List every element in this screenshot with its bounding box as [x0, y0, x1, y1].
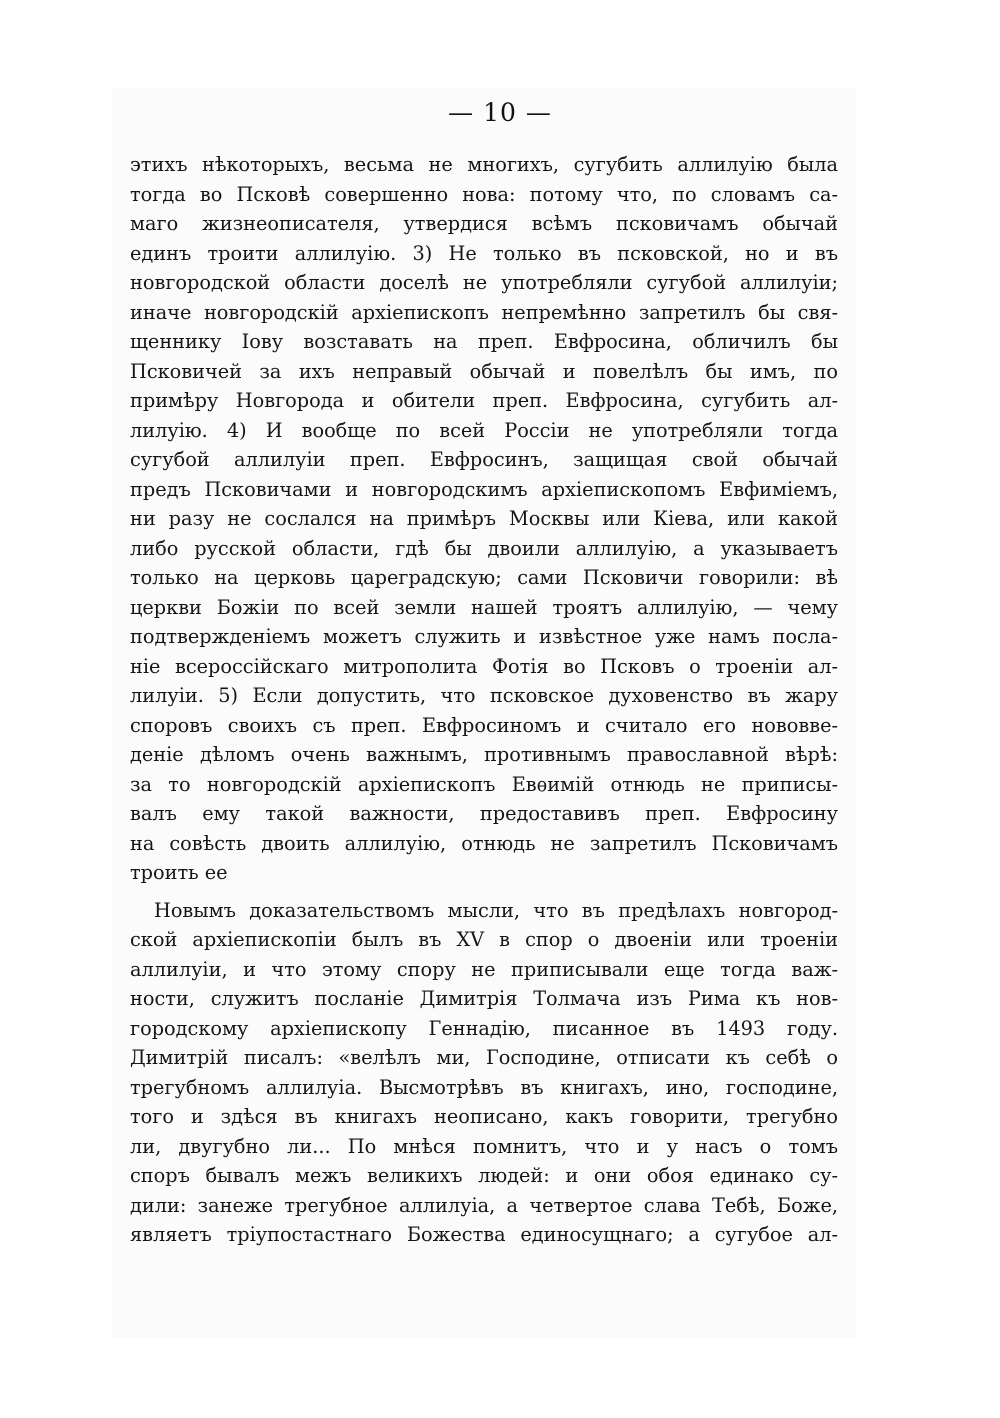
body-text [130, 150, 838, 1250]
text-line: примѣру Новгорода и обители преп. Евфросина, сугубить ал- [130, 389, 838, 412]
text-line: иначе новгородскій архіепископъ непремѣнно запретилъ бы свя- [130, 300, 838, 324]
text-line: споровъ своихъ съ преп. Евфросиномъ и считало его нововве- [130, 713, 838, 737]
text-line: Псковичей за ихъ неправый обычай и повелѣлъ бы имъ, по [130, 359, 838, 383]
text-line: ности, служитъ посланіе Димитрія Толмача изъ Рима къ нов- [130, 987, 838, 1010]
text-line: щеннику Іову возставать на преп. Евфросина, обличилъ бы [130, 330, 838, 353]
text-line: только на церковь цареградскую; сами Псковичи говорили: вѣ [130, 566, 838, 589]
text-line: ли, двугубно ли... По мнѣся помнитъ, что и у насъ о томъ [130, 1134, 838, 1158]
paragraph-end-line: троить ее [130, 861, 228, 884]
paragraph-start-line: Новымъ доказательствомъ мысли, что въ предѣлахъ новгород- [154, 898, 838, 922]
text-line: на совѣсть двоить аллилуію, отнюдь не запретилъ Псковичамъ [130, 831, 838, 855]
text-line: ніе всероссійскаго митрополита Фотія во Псковъ о троеніи ал- [130, 654, 838, 678]
text-line: споръ бывалъ межъ великихъ людей: и они обоя единако су- [130, 1164, 838, 1187]
text-line: тогда во Псковѣ совершенно нова: потому что, по словамъ са- [130, 182, 838, 206]
text-line: единъ троити аллилуію. 3) Не только въ псковской, но и въ [130, 241, 838, 265]
text-line: этихъ нѣкоторыхъ, весьма не многихъ, сугубить аллилуію была [130, 153, 838, 176]
text-line: валъ ему такой важности, предоставивъ преп. Евфросину [130, 802, 838, 825]
text-line: того и здѣся въ книгахъ неописано, какъ говорити, трегубно [130, 1105, 838, 1128]
page-number: — 10 — [448, 98, 552, 127]
text-line: сугубой аллилуіи преп. Евфросинъ, защищая свой обычай [130, 448, 838, 471]
text-line: ни разу не сослался на примѣръ Москвы или Кіева, или какой [130, 507, 838, 530]
text-line: деніе дѣломъ очень важнымъ, противнымъ православной вѣрѣ: [130, 743, 838, 766]
text-line: трегубномъ аллилуіа. Высмотрѣвъ въ книгахъ, ино, господине, [130, 1075, 838, 1099]
text-line: дили: занеже трегубное аллилуіа, а четвертое слава Тебѣ, Боже, [130, 1193, 838, 1217]
text-line: городскому архіепископу Геннадію, писанное въ 1493 году. [130, 1016, 838, 1040]
paragraph-gap [130, 888, 838, 896]
text-line: за то новгородскій архіепископъ Евѳимій отнюдь не приписы- [130, 772, 838, 796]
text-line: лилуіи. 5) Если допустить, что псковское духовенство въ жару [130, 684, 838, 707]
text-line: церкви Божіи по всей земли нашей троятъ аллилуію, — чему [130, 595, 838, 619]
text-line: лилуію. 4) И вообще по всей Россіи не употребляли тогда [130, 418, 838, 442]
text-line: либо русской области, гдѣ бы двоили аллилуію, а указываетъ [130, 536, 838, 560]
text-line: ской архіепископіи былъ въ XV в спор о двоеніи или троеніи [130, 928, 838, 951]
text-line: являетъ тріупостастнаго Божества единосущнаго; а сугубое ал- [130, 1223, 838, 1246]
text-line: подтвержденіемъ можетъ служить и извѣстное уже намъ посла- [130, 625, 838, 648]
text-line: новгородской области доселѣ не употребляли сугубой аллилуіи; [130, 271, 838, 294]
text-line: аллилуіи, и что этому спору не приписывали еще тогда важ- [130, 957, 838, 981]
text-line: предъ Псковичами и новгородскимъ архіепископомъ Евфиміемъ, [130, 477, 838, 501]
text-line: маго жизнеописателя, утвердися всѣмъ псковичамъ обычай [130, 212, 838, 235]
text-line: Димитрій писалъ: «велѣлъ ми, Господине, отписати къ себѣ о [130, 1046, 838, 1069]
